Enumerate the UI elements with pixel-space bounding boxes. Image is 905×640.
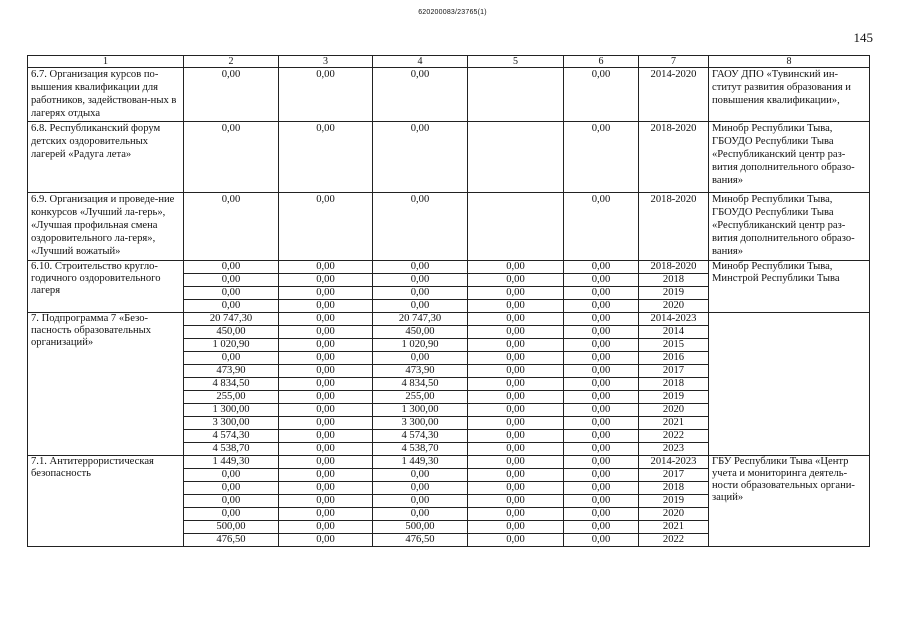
period-value: 2023 bbox=[639, 443, 709, 456]
republic-value: 0,00 bbox=[373, 482, 468, 495]
federal-value: 0,00 bbox=[279, 313, 373, 326]
table-row bbox=[28, 193, 870, 261]
federal-value: 0,00 bbox=[279, 352, 373, 365]
republic-value: 255,00 bbox=[373, 391, 468, 404]
republic-value: 0,00 bbox=[373, 300, 468, 313]
responsible-executor: Минобр Республики Тыва, ГБОУДО Республики Тыва «Республиканский центр раз-вития дополнительного образо-вания» bbox=[709, 122, 870, 193]
republic-value: 3 300,00 bbox=[373, 417, 468, 430]
activity-name: 6.10. Строительство кругло-годичного оздоровительного лагеря bbox=[28, 261, 184, 313]
activity-name: 6.8. Республиканский форум детских оздоровительных лагерей «Радуга лета» bbox=[28, 122, 184, 193]
total-value: 473,90 bbox=[184, 365, 279, 378]
federal-value: 0,00 bbox=[279, 456, 373, 469]
period-value: 2019 bbox=[639, 495, 709, 508]
local-value bbox=[468, 122, 564, 193]
table-row bbox=[28, 261, 870, 274]
period-value: 2014-2020 bbox=[639, 68, 709, 122]
table-row bbox=[28, 68, 870, 122]
responsible-executor: ГАОУ ДПО «Тувинский ин-ститут развития образования и повышения квалификации», bbox=[709, 68, 870, 122]
republic-value: 4 834,50 bbox=[373, 378, 468, 391]
total-value: 476,50 bbox=[184, 534, 279, 547]
other-value: 0,00 bbox=[564, 521, 639, 534]
republic-value: 0,00 bbox=[373, 261, 468, 274]
total-value: 20 747,30 bbox=[184, 313, 279, 326]
local-value: 0,00 bbox=[468, 339, 564, 352]
period-value: 2018-2020 bbox=[639, 261, 709, 274]
activity-name: 6.7. Организация курсов по-вышения квалификации для работников, задействован-ных в лагерях отдыха bbox=[28, 68, 184, 122]
other-value: 0,00 bbox=[564, 443, 639, 456]
republic-value: 476,50 bbox=[373, 534, 468, 547]
period-value: 2018 bbox=[639, 482, 709, 495]
local-value: 0,00 bbox=[468, 430, 564, 443]
federal-value: 0,00 bbox=[279, 521, 373, 534]
federal-value: 0,00 bbox=[279, 404, 373, 417]
period-value: 2017 bbox=[639, 365, 709, 378]
local-value: 0,00 bbox=[468, 326, 564, 339]
period-value: 2018 bbox=[639, 274, 709, 287]
document-id: 620200083/23765(1) bbox=[418, 9, 487, 16]
local-value: 0,00 bbox=[468, 261, 564, 274]
local-value: 0,00 bbox=[468, 469, 564, 482]
republic-value: 0,00 bbox=[373, 508, 468, 521]
local-value: 0,00 bbox=[468, 300, 564, 313]
total-value: 0,00 bbox=[184, 68, 279, 122]
period-value: 2014 bbox=[639, 326, 709, 339]
other-value: 0,00 bbox=[564, 274, 639, 287]
total-value: 0,00 bbox=[184, 482, 279, 495]
republic-value: 0,00 bbox=[373, 287, 468, 300]
republic-value: 0,00 bbox=[373, 495, 468, 508]
period-value: 2015 bbox=[639, 339, 709, 352]
federal-value: 0,00 bbox=[279, 274, 373, 287]
other-value: 0,00 bbox=[564, 339, 639, 352]
local-value: 0,00 bbox=[468, 521, 564, 534]
responsible-executor: ГБУ Республики Тыва «Центр учета и мониторинга деятель-ности образовательных органи-заций» bbox=[709, 456, 870, 547]
republic-value: 4 538,70 bbox=[373, 443, 468, 456]
local-value: 0,00 bbox=[468, 417, 564, 430]
column-number: 2 bbox=[184, 56, 279, 68]
period-value: 2016 bbox=[639, 352, 709, 365]
column-number: 6 bbox=[564, 56, 639, 68]
federal-value: 0,00 bbox=[279, 261, 373, 274]
column-number: 1 bbox=[28, 56, 184, 68]
total-value: 450,00 bbox=[184, 326, 279, 339]
table-row bbox=[28, 456, 870, 469]
period-value: 2018-2020 bbox=[639, 122, 709, 193]
local-value: 0,00 bbox=[468, 508, 564, 521]
responsible-executor: Минобр Республики Тыва, Минстрой Республики Тыва bbox=[709, 261, 870, 313]
period-value: 2019 bbox=[639, 287, 709, 300]
total-value: 0,00 bbox=[184, 261, 279, 274]
local-value: 0,00 bbox=[468, 365, 564, 378]
table-row bbox=[28, 313, 870, 326]
total-value: 0,00 bbox=[184, 352, 279, 365]
other-value: 0,00 bbox=[564, 469, 639, 482]
republic-value: 500,00 bbox=[373, 521, 468, 534]
federal-value: 0,00 bbox=[279, 193, 373, 261]
period-value: 2020 bbox=[639, 300, 709, 313]
other-value: 0,00 bbox=[564, 430, 639, 443]
republic-value: 0,00 bbox=[373, 469, 468, 482]
page-number: 145 bbox=[853, 30, 873, 45]
other-value: 0,00 bbox=[564, 287, 639, 300]
period-value: 2019 bbox=[639, 391, 709, 404]
federal-value: 0,00 bbox=[279, 391, 373, 404]
period-value: 2020 bbox=[639, 404, 709, 417]
period-value: 2018 bbox=[639, 378, 709, 391]
column-number: 7 bbox=[639, 56, 709, 68]
other-value: 0,00 bbox=[564, 261, 639, 274]
other-value: 0,00 bbox=[564, 365, 639, 378]
total-value: 4 834,50 bbox=[184, 378, 279, 391]
republic-value: 0,00 bbox=[373, 274, 468, 287]
federal-value: 0,00 bbox=[279, 430, 373, 443]
column-number: 3 bbox=[279, 56, 373, 68]
column-number: 8 bbox=[709, 56, 870, 68]
local-value: 0,00 bbox=[468, 352, 564, 365]
period-value: 2020 bbox=[639, 508, 709, 521]
federal-value: 0,00 bbox=[279, 339, 373, 352]
total-value: 0,00 bbox=[184, 469, 279, 482]
federal-value: 0,00 bbox=[279, 508, 373, 521]
total-value: 0,00 bbox=[184, 300, 279, 313]
table-row bbox=[28, 122, 870, 193]
total-value: 0,00 bbox=[184, 508, 279, 521]
program-table bbox=[27, 55, 870, 547]
other-value: 0,00 bbox=[564, 456, 639, 469]
total-value: 1 300,00 bbox=[184, 404, 279, 417]
republic-value: 1 300,00 bbox=[373, 404, 468, 417]
other-value: 0,00 bbox=[564, 495, 639, 508]
federal-value: 0,00 bbox=[279, 287, 373, 300]
republic-value: 1 020,90 bbox=[373, 339, 468, 352]
period-value: 2021 bbox=[639, 521, 709, 534]
federal-value: 0,00 bbox=[279, 378, 373, 391]
other-value: 0,00 bbox=[564, 193, 639, 261]
total-value: 1 449,30 bbox=[184, 456, 279, 469]
republic-value: 1 449,30 bbox=[373, 456, 468, 469]
other-value: 0,00 bbox=[564, 391, 639, 404]
local-value bbox=[468, 193, 564, 261]
local-value: 0,00 bbox=[468, 404, 564, 417]
federal-value: 0,00 bbox=[279, 417, 373, 430]
republic-value: 4 574,30 bbox=[373, 430, 468, 443]
activity-name: 7.1. Антитеррористическая безопасность bbox=[28, 456, 184, 547]
local-value: 0,00 bbox=[468, 456, 564, 469]
republic-value: 450,00 bbox=[373, 326, 468, 339]
local-value: 0,00 bbox=[468, 313, 564, 326]
local-value: 0,00 bbox=[468, 391, 564, 404]
total-value: 3 300,00 bbox=[184, 417, 279, 430]
other-value: 0,00 bbox=[564, 378, 639, 391]
other-value: 0,00 bbox=[564, 404, 639, 417]
local-value: 0,00 bbox=[468, 495, 564, 508]
table-header-row bbox=[28, 56, 870, 68]
local-value: 0,00 bbox=[468, 534, 564, 547]
other-value: 0,00 bbox=[564, 68, 639, 122]
other-value: 0,00 bbox=[564, 482, 639, 495]
republic-value: 0,00 bbox=[373, 193, 468, 261]
federal-value: 0,00 bbox=[279, 68, 373, 122]
republic-value: 0,00 bbox=[373, 352, 468, 365]
republic-value: 473,90 bbox=[373, 365, 468, 378]
republic-value: 20 747,30 bbox=[373, 313, 468, 326]
subprogram-name: 7. Подпрограмма 7 «Безо-пасность образовательных организаций» bbox=[28, 313, 184, 456]
local-value bbox=[468, 68, 564, 122]
other-value: 0,00 bbox=[564, 313, 639, 326]
period-value: 2022 bbox=[639, 534, 709, 547]
total-value: 0,00 bbox=[184, 122, 279, 193]
federal-value: 0,00 bbox=[279, 365, 373, 378]
total-value: 500,00 bbox=[184, 521, 279, 534]
other-value: 0,00 bbox=[564, 122, 639, 193]
period-value: 2014-2023 bbox=[639, 313, 709, 326]
responsible-executor: Минобр Республики Тыва, ГБОУДО Республики Тыва «Республиканский центр раз-вития дополнительного образо-вания» bbox=[709, 193, 870, 261]
republic-value: 0,00 bbox=[373, 122, 468, 193]
total-value: 1 020,90 bbox=[184, 339, 279, 352]
federal-value: 0,00 bbox=[279, 534, 373, 547]
other-value: 0,00 bbox=[564, 417, 639, 430]
local-value: 0,00 bbox=[468, 274, 564, 287]
other-value: 0,00 bbox=[564, 300, 639, 313]
total-value: 0,00 bbox=[184, 287, 279, 300]
federal-value: 0,00 bbox=[279, 122, 373, 193]
total-value: 255,00 bbox=[184, 391, 279, 404]
federal-value: 0,00 bbox=[279, 495, 373, 508]
total-value: 0,00 bbox=[184, 274, 279, 287]
federal-value: 0,00 bbox=[279, 482, 373, 495]
total-value: 4 574,30 bbox=[184, 430, 279, 443]
other-value: 0,00 bbox=[564, 508, 639, 521]
period-value: 2014-2023 bbox=[639, 456, 709, 469]
local-value: 0,00 bbox=[468, 443, 564, 456]
period-value: 2018-2020 bbox=[639, 193, 709, 261]
local-value: 0,00 bbox=[468, 378, 564, 391]
federal-value: 0,00 bbox=[279, 326, 373, 339]
period-value: 2022 bbox=[639, 430, 709, 443]
republic-value: 0,00 bbox=[373, 68, 468, 122]
federal-value: 0,00 bbox=[279, 300, 373, 313]
local-value: 0,00 bbox=[468, 287, 564, 300]
column-number: 5 bbox=[468, 56, 564, 68]
activity-name: 6.9. Организация и проведе-ние конкурсов «Лучший ла-герь», «Лучшая профильная смена оздоровительного ла-геря», «Лучший вожатый» bbox=[28, 193, 184, 261]
other-value: 0,00 bbox=[564, 352, 639, 365]
period-value: 2017 bbox=[639, 469, 709, 482]
other-value: 0,00 bbox=[564, 534, 639, 547]
column-number: 4 bbox=[373, 56, 468, 68]
other-value: 0,00 bbox=[564, 326, 639, 339]
local-value: 0,00 bbox=[468, 482, 564, 495]
total-value: 0,00 bbox=[184, 193, 279, 261]
federal-value: 0,00 bbox=[279, 469, 373, 482]
responsible-executor bbox=[709, 313, 870, 456]
federal-value: 0,00 bbox=[279, 443, 373, 456]
period-value: 2021 bbox=[639, 417, 709, 430]
total-value: 0,00 bbox=[184, 495, 279, 508]
total-value: 4 538,70 bbox=[184, 443, 279, 456]
